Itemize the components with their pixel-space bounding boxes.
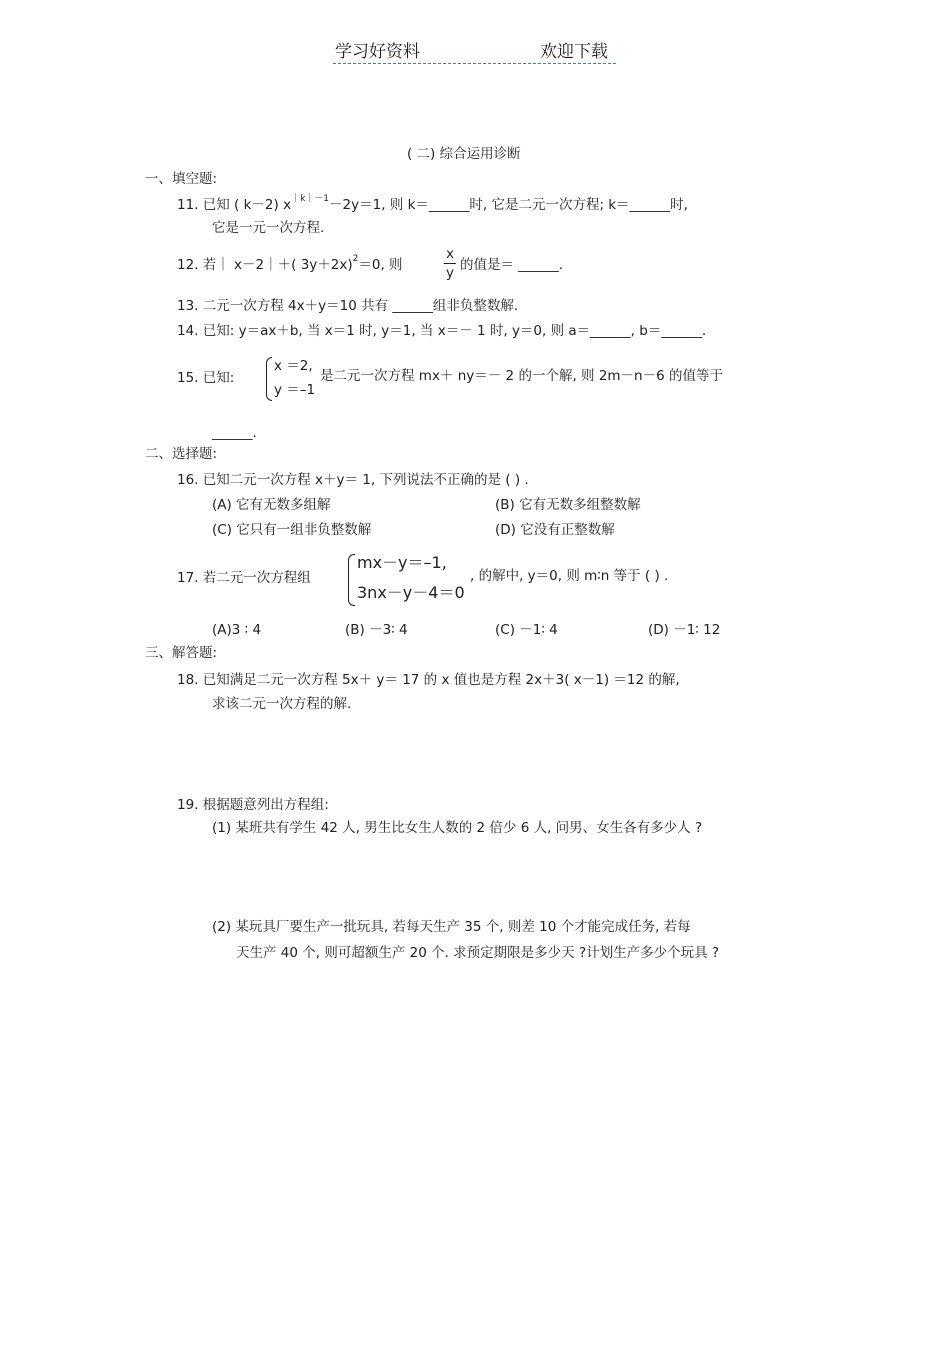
q11-line1	[177, 194, 688, 213]
q11-line2: 它是一元一次方程.	[212, 220, 325, 236]
q16-option-b: (B) 它有无数多组整数解	[495, 497, 641, 513]
q17-system-eq1: mx－y＝–1,	[357, 553, 447, 572]
q11-exponent: ｜k｜－1	[291, 194, 330, 204]
q18-line1: 18. 已知满足二元一次方程 5x＋ y＝ 17 的 x 值也是方程 2x＋3( x－1) ＝12 的解,	[177, 672, 680, 688]
q15-text: 是二元一次方程 mx＋ ny＝－ 2 的一个解, 则 2m－n－6 的值等于	[320, 368, 723, 384]
q12-exponent: 2	[352, 254, 359, 264]
q12-line	[177, 254, 403, 273]
q12-numerator: x	[446, 246, 454, 262]
q18-line2: 求该二元一次方程的解.	[212, 696, 352, 712]
q19-part2-line2: 天生产 40 个, 则可超额生产 20 个. 求预定期限是多少天 ?计划生产多少个玩具 ?	[236, 945, 720, 961]
q15-system-eq1: x ＝2,	[274, 358, 313, 374]
q17-option-d: (D) －1∶ 12	[648, 622, 721, 638]
q19-part2-line1: (2) 某玩具厂要生产一批玩具, 若每天生产 35 个, 则差 10 个才能完成任务, 若每	[212, 919, 691, 935]
q15-blank: ______.	[212, 425, 257, 441]
q12-fraction	[442, 246, 458, 281]
q17-label: 17. 若二元一次方程组	[177, 570, 311, 586]
q12-part-c: 的值是＝ ______.	[460, 257, 564, 273]
q13-line: 13. 二元一次方程 4x＋y＝10 共有 ______组非负整数解.	[177, 298, 519, 314]
q12-part-a: 12. 若｜ x－2｜＋( 3y＋2x)	[177, 257, 353, 273]
q12-part-b: ＝0, 则	[358, 257, 403, 273]
q17-option-c: (C) －1∶ 4	[495, 622, 558, 638]
q17-option-b: (B) －3∶ 4	[345, 622, 408, 638]
q17-brace	[348, 554, 355, 606]
q12-denominator: y	[446, 265, 454, 281]
q16-stem: 16. 已知二元一次方程 x＋y＝ 1, 下列说法不正确的是 ( ) .	[177, 472, 529, 488]
header-right: 欢迎下载	[540, 42, 608, 62]
q19-part1: (1) 某班共有学生 42 人, 男生比女生人数的 2 倍少 6 人, 问男、女生各有多少人 ?	[212, 820, 703, 836]
q15-brace	[266, 357, 272, 401]
section-heading-answer: 三、解答题:	[145, 645, 218, 661]
q16-option-d: (D) 它没有正整数解	[495, 522, 615, 538]
q14-line: 14. 已知: y＝ax＋b, 当 x＝1 时, y＝1, 当 x＝－ 1 时, y＝0, 则 a＝______, b＝______.	[177, 323, 707, 339]
header-divider	[333, 63, 616, 64]
q11-part-b: －2y＝1, 则 k＝______时, 它是二元一次方程; k＝______时,	[329, 197, 688, 213]
q17-system-eq2: 3nx－y－4＝0	[357, 583, 465, 602]
q17-text: , 的解中, y＝0, 则 m∶n 等于 ( ) .	[470, 568, 669, 584]
q19-stem: 19. 根据题意列出方程组:	[177, 797, 329, 813]
section-heading-choice: 二、选择题:	[145, 446, 218, 462]
page-title: ( 二) 综合运用诊断	[407, 146, 521, 162]
header-left: 学习好资料	[335, 42, 420, 62]
q15-label: 15. 已知:	[177, 370, 235, 386]
q11-part-a: 11. 已知 ( k－2) x	[177, 197, 292, 213]
section-heading-fill: 一、填空题:	[145, 171, 218, 187]
q15-system-eq2: y ＝–1	[274, 382, 316, 398]
fraction-bar	[444, 263, 456, 264]
q16-option-c: (C) 它只有一组非负整数解	[212, 522, 372, 538]
q17-option-a: (A)3 ∶ 4	[212, 622, 262, 638]
q16-option-a: (A) 它有无数多组解	[212, 497, 331, 513]
